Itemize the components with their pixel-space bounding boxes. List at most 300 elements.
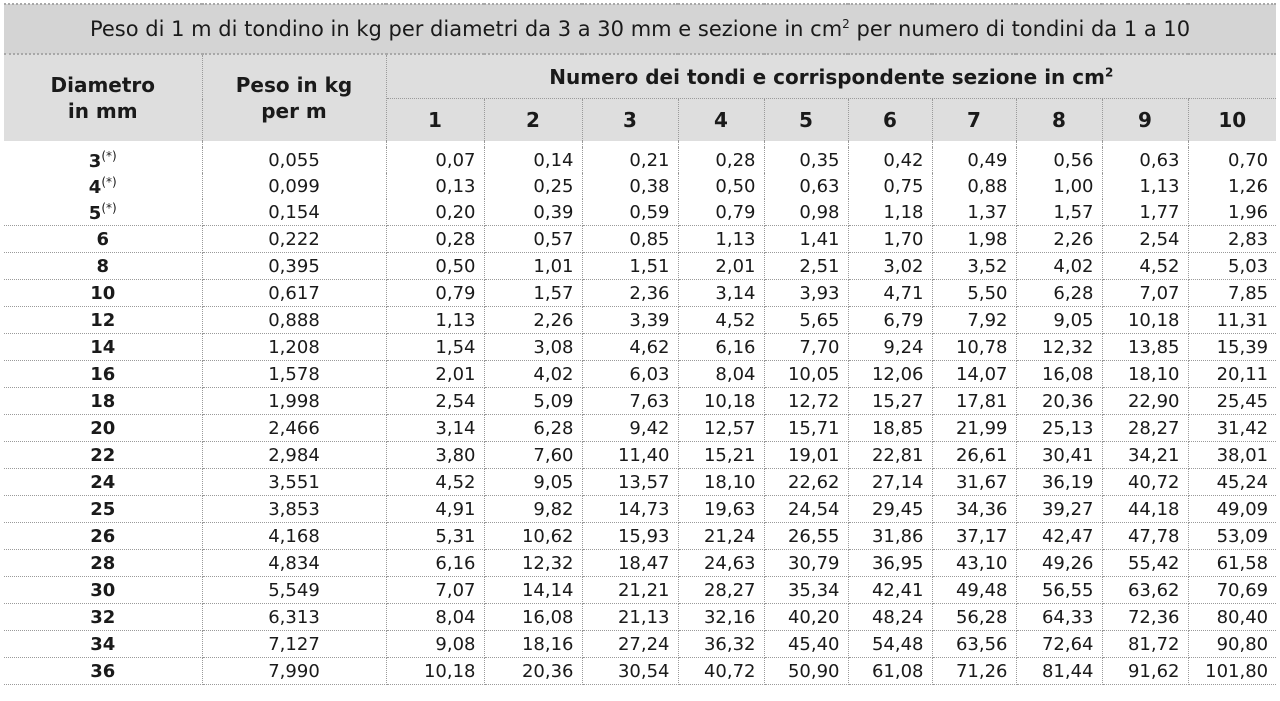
sezione-cell: 14,14 bbox=[484, 577, 582, 604]
sezione-cell: 2,36 bbox=[582, 280, 678, 307]
sezione-cell: 43,10 bbox=[932, 550, 1016, 577]
table-row bbox=[4, 361, 1276, 388]
sezione-cell: 16,08 bbox=[1016, 361, 1102, 388]
sezione-cell: 1,18 bbox=[848, 199, 932, 226]
table-row bbox=[4, 415, 1276, 442]
sezione-cell: 90,80 bbox=[1188, 631, 1276, 658]
sezione-cell: 1,70 bbox=[848, 226, 932, 253]
table-row bbox=[4, 226, 1276, 253]
sezione-cell: 32,16 bbox=[678, 604, 764, 631]
peso-cell: 4,834 bbox=[202, 550, 386, 577]
sezione-cell: 18,47 bbox=[582, 550, 678, 577]
sezione-cell: 7,63 bbox=[582, 388, 678, 415]
diametro-value: 20 bbox=[90, 417, 116, 439]
diametro-cell bbox=[4, 496, 202, 523]
sezione-cell: 10,18 bbox=[678, 388, 764, 415]
sezione-cell: 36,19 bbox=[1016, 469, 1102, 496]
sezione-cell: 0,75 bbox=[848, 173, 932, 199]
sezione-cell: 9,24 bbox=[848, 334, 932, 361]
sezione-cell: 22,81 bbox=[848, 442, 932, 469]
peso-cell: 5,549 bbox=[202, 577, 386, 604]
sezione-cell: 13,85 bbox=[1102, 334, 1188, 361]
sezione-cell: 9,05 bbox=[484, 469, 582, 496]
sezione-cell: 17,81 bbox=[932, 388, 1016, 415]
sezione-cell: 1,77 bbox=[1102, 199, 1188, 226]
sezione-cell: 72,36 bbox=[1102, 604, 1188, 631]
sezione-cell: 29,45 bbox=[848, 496, 932, 523]
sezione-cell: 36,32 bbox=[678, 631, 764, 658]
sezione-cell: 22,62 bbox=[764, 469, 848, 496]
sezione-cell: 15,27 bbox=[848, 388, 932, 415]
sezione-cell: 1,96 bbox=[1188, 199, 1276, 226]
sezione-cell: 24,63 bbox=[678, 550, 764, 577]
footnote-mark: (*) bbox=[101, 200, 117, 215]
sezione-cell: 7,07 bbox=[1102, 280, 1188, 307]
sezione-cell: 7,07 bbox=[386, 577, 484, 604]
table-row bbox=[4, 469, 1276, 496]
diametro-cell bbox=[4, 523, 202, 550]
sezione-cell: 30,79 bbox=[764, 550, 848, 577]
sezione-cell: 40,72 bbox=[678, 658, 764, 685]
sezione-cell: 56,55 bbox=[1016, 577, 1102, 604]
sezione-cell: 3,52 bbox=[932, 253, 1016, 280]
sezione-cell: 50,90 bbox=[764, 658, 848, 685]
sezione-cell: 19,01 bbox=[764, 442, 848, 469]
sezione-cell: 0,57 bbox=[484, 226, 582, 253]
sezione-cell: 12,06 bbox=[848, 361, 932, 388]
diametro-cell bbox=[4, 307, 202, 334]
table-row bbox=[4, 523, 1276, 550]
sezione-cell: 0,88 bbox=[932, 173, 1016, 199]
peso-cell: 7,127 bbox=[202, 631, 386, 658]
title-superscript: 2 bbox=[842, 17, 850, 31]
sezione-cell: 4,02 bbox=[484, 361, 582, 388]
sezione-cell: 4,71 bbox=[848, 280, 932, 307]
sezione-cell: 40,72 bbox=[1102, 469, 1188, 496]
peso-cell: 6,313 bbox=[202, 604, 386, 631]
peso-cell: 0,888 bbox=[202, 307, 386, 334]
sezione-cell: 0,85 bbox=[582, 226, 678, 253]
diametro-cell bbox=[4, 388, 202, 415]
sezione-cell: 3,02 bbox=[848, 253, 932, 280]
sezione-cell: 37,17 bbox=[932, 523, 1016, 550]
peso-cell: 7,990 bbox=[202, 658, 386, 685]
sezione-cell: 19,63 bbox=[678, 496, 764, 523]
sezione-cell: 18,10 bbox=[678, 469, 764, 496]
sezione-cell: 56,28 bbox=[932, 604, 1016, 631]
header-number-4: 4 bbox=[678, 99, 764, 142]
sezione-cell: 63,56 bbox=[932, 631, 1016, 658]
sezione-cell: 0,28 bbox=[386, 226, 484, 253]
sezione-cell: 70,69 bbox=[1188, 577, 1276, 604]
header-number-7: 7 bbox=[932, 99, 1016, 142]
sezione-cell: 15,71 bbox=[764, 415, 848, 442]
sezione-cell: 0,14 bbox=[484, 147, 582, 173]
diametro-value: 10 bbox=[90, 282, 116, 304]
sezione-cell: 2,01 bbox=[678, 253, 764, 280]
sezione-cell: 38,01 bbox=[1188, 442, 1276, 469]
table-row bbox=[4, 496, 1276, 523]
sezione-cell: 16,08 bbox=[484, 604, 582, 631]
sezione-cell: 0,70 bbox=[1228, 149, 1269, 171]
title-text: Peso di 1 m di tondino in kg per diametri da 3 a 30 mm e sezione in cm bbox=[89, 17, 843, 41]
diametro-value: 18 bbox=[90, 390, 116, 412]
sezione-cell: 26,61 bbox=[932, 442, 1016, 469]
sezione-cell: 12,72 bbox=[764, 388, 848, 415]
sezione-cell: 14,73 bbox=[582, 496, 678, 523]
rebar-weight-table bbox=[4, 3, 1276, 685]
sezione-cell: 42,47 bbox=[1016, 523, 1102, 550]
sezione-cell: 61,08 bbox=[848, 658, 932, 685]
sezione-cell: 7,85 bbox=[1188, 280, 1276, 307]
sezione-cell: 27,24 bbox=[582, 631, 678, 658]
diametro-value: 6 bbox=[96, 228, 110, 250]
sezione-cell: 9,42 bbox=[582, 415, 678, 442]
sezione-cell: 3,80 bbox=[386, 442, 484, 469]
footnote-mark: (*) bbox=[101, 148, 117, 163]
sezione-cell: 27,14 bbox=[848, 469, 932, 496]
sezione-cell: 9,08 bbox=[386, 631, 484, 658]
sezione-cell: 0,56 bbox=[1016, 147, 1102, 173]
sezione-cell: 0,63 bbox=[764, 173, 848, 199]
sezione-cell: 47,78 bbox=[1102, 523, 1188, 550]
sezione-cell: 55,42 bbox=[1102, 550, 1188, 577]
diametro-cell bbox=[4, 631, 202, 658]
diametro-value: 22 bbox=[90, 444, 116, 466]
table-row bbox=[4, 173, 1276, 199]
header-group-superscript: 2 bbox=[1104, 64, 1114, 79]
header-diametro-line2: in mm bbox=[67, 99, 138, 123]
sezione-cell: 4,52 bbox=[1102, 253, 1188, 280]
title-text-suffix: per numero di tondini da 1 a 10 bbox=[849, 17, 1191, 41]
sezione-cell: 21,99 bbox=[932, 415, 1016, 442]
header-number-8: 8 bbox=[1016, 99, 1102, 142]
sezione-cell: 10,78 bbox=[932, 334, 1016, 361]
sezione-cell: 80,40 bbox=[1188, 604, 1276, 631]
sezione-cell: 45,40 bbox=[764, 631, 848, 658]
header-diametro-line1: Diametro bbox=[50, 73, 156, 97]
sezione-cell: 9,82 bbox=[484, 496, 582, 523]
table-row bbox=[4, 253, 1276, 280]
sezione-cell: 54,48 bbox=[848, 631, 932, 658]
sezione-cell: 1,57 bbox=[484, 280, 582, 307]
header-group-text: Numero dei tondi e corrispondente sezione in cm bbox=[549, 64, 1105, 89]
sezione-cell: 36,95 bbox=[848, 550, 932, 577]
diametro-value: 30 bbox=[90, 579, 116, 601]
peso-cell: 4,168 bbox=[202, 523, 386, 550]
sezione-cell: 3,93 bbox=[764, 280, 848, 307]
peso-cell: 2,466 bbox=[202, 415, 386, 442]
sezione-cell: 13,57 bbox=[582, 469, 678, 496]
sezione-cell: 1,13 bbox=[1102, 173, 1188, 199]
header-number-5: 5 bbox=[764, 99, 848, 142]
diametro-value: 14 bbox=[90, 336, 116, 358]
sezione-cell: 39,27 bbox=[1016, 496, 1102, 523]
sezione-cell: 49,26 bbox=[1016, 550, 1102, 577]
sezione-cell: 6,79 bbox=[848, 307, 932, 334]
header-peso-line1: Peso in kg bbox=[235, 73, 353, 97]
diametro-value: 24 bbox=[90, 471, 116, 493]
sezione-cell: 0,79 bbox=[386, 280, 484, 307]
sezione-cell: 0,25 bbox=[484, 173, 582, 199]
table-row bbox=[4, 658, 1276, 685]
sezione-cell: 81,44 bbox=[1016, 658, 1102, 685]
peso-cell: 2,984 bbox=[202, 442, 386, 469]
sezione-cell: 2,83 bbox=[1188, 226, 1276, 253]
sezione-cell: 63,62 bbox=[1102, 577, 1188, 604]
diametro-cell bbox=[4, 361, 202, 388]
header-peso bbox=[202, 54, 386, 141]
diametro-cell bbox=[4, 550, 202, 577]
diametro-cell bbox=[4, 604, 202, 631]
sezione-cell: 2,54 bbox=[1102, 226, 1188, 253]
sezione-cell: 0,39 bbox=[484, 199, 582, 226]
sezione-cell: 1,01 bbox=[484, 253, 582, 280]
sezione-cell: 4,52 bbox=[386, 469, 484, 496]
diametro-cell bbox=[4, 253, 202, 280]
sezione-cell: 48,24 bbox=[848, 604, 932, 631]
sezione-cell: 0,42 bbox=[848, 147, 932, 173]
sezione-cell: 0,50 bbox=[386, 253, 484, 280]
sezione-cell: 0,63 bbox=[1102, 147, 1188, 173]
sezione-cell: 0,28 bbox=[678, 147, 764, 173]
sezione-cell: 6,28 bbox=[484, 415, 582, 442]
sezione-cell: 61,58 bbox=[1188, 550, 1276, 577]
header-peso-line2: per m bbox=[261, 99, 327, 123]
table-title bbox=[4, 4, 1276, 54]
header-group-numero-tondi bbox=[386, 54, 1276, 99]
peso-cell: 0,222 bbox=[202, 226, 386, 253]
diametro-value: 5 bbox=[88, 202, 102, 224]
diametro-cell bbox=[4, 577, 202, 604]
sezione-cell: 10,05 bbox=[764, 361, 848, 388]
sezione-cell: 34,36 bbox=[932, 496, 1016, 523]
sezione-cell: 4,91 bbox=[386, 496, 484, 523]
sezione-cell: 28,27 bbox=[1102, 415, 1188, 442]
sezione-cell: 15,39 bbox=[1188, 334, 1276, 361]
sezione-cell: 3,39 bbox=[582, 307, 678, 334]
sezione-cell: 2,26 bbox=[484, 307, 582, 334]
sezione-cell: 5,65 bbox=[764, 307, 848, 334]
table-row bbox=[4, 550, 1276, 577]
sezione-cell: 31,67 bbox=[932, 469, 1016, 496]
sezione-cell: 1,57 bbox=[1016, 199, 1102, 226]
sezione-cell: 2,26 bbox=[1016, 226, 1102, 253]
sezione-cell: 18,16 bbox=[484, 631, 582, 658]
diametro-value: 32 bbox=[90, 606, 116, 628]
sezione-cell: 3,14 bbox=[386, 415, 484, 442]
diametro-value: 3 bbox=[88, 150, 102, 172]
diametro-value: 8 bbox=[96, 255, 110, 277]
sezione-cell: 1,13 bbox=[678, 226, 764, 253]
sezione-cell: 1,26 bbox=[1228, 175, 1269, 197]
sezione-cell: 7,70 bbox=[764, 334, 848, 361]
sezione-cell: 18,10 bbox=[1102, 361, 1188, 388]
peso-cell: 0,617 bbox=[202, 280, 386, 307]
diametro-cell bbox=[4, 280, 202, 307]
sezione-cell: 2,01 bbox=[386, 361, 484, 388]
sezione-cell: 45,24 bbox=[1188, 469, 1276, 496]
sezione-cell: 30,54 bbox=[582, 658, 678, 685]
sezione-cell: 64,33 bbox=[1016, 604, 1102, 631]
sezione-cell: 42,41 bbox=[848, 577, 932, 604]
diametro-value: 36 bbox=[90, 660, 116, 682]
sezione-cell: 21,13 bbox=[582, 604, 678, 631]
sezione-cell: 7,60 bbox=[484, 442, 582, 469]
sezione-cell: 1,37 bbox=[932, 199, 1016, 226]
table-row bbox=[4, 147, 1276, 173]
peso-cell: 1,578 bbox=[202, 361, 386, 388]
header-number-1: 1 bbox=[386, 99, 484, 142]
diametro-cell bbox=[4, 334, 202, 361]
sezione-cell: 1,00 bbox=[1016, 173, 1102, 199]
diametro-cell bbox=[4, 442, 202, 469]
sezione-cell: 0,79 bbox=[678, 199, 764, 226]
diametro-cell bbox=[4, 173, 202, 199]
peso-cell: 0,099 bbox=[202, 173, 386, 199]
sezione-cell: 25,13 bbox=[1016, 415, 1102, 442]
sezione-cell: 81,72 bbox=[1102, 631, 1188, 658]
sezione-cell: 0,07 bbox=[386, 147, 484, 173]
table-container bbox=[4, 3, 1276, 685]
sezione-cell: 15,21 bbox=[678, 442, 764, 469]
sezione-cell: 12,57 bbox=[678, 415, 764, 442]
sezione-cell: 11,40 bbox=[582, 442, 678, 469]
header-number-10: 10 bbox=[1188, 99, 1276, 142]
sezione-cell: 101,80 bbox=[1188, 658, 1276, 685]
sezione-cell: 31,86 bbox=[848, 523, 932, 550]
diametro-cell bbox=[4, 199, 202, 226]
sezione-cell: 34,21 bbox=[1102, 442, 1188, 469]
sezione-cell: 4,62 bbox=[582, 334, 678, 361]
diametro-cell bbox=[4, 226, 202, 253]
sezione-cell: 49,09 bbox=[1188, 496, 1276, 523]
sezione-cell: 26,55 bbox=[764, 523, 848, 550]
diametro-cell bbox=[4, 147, 202, 173]
sezione-cell: 0,50 bbox=[678, 173, 764, 199]
sezione-cell: 20,11 bbox=[1188, 361, 1276, 388]
sezione-cell: 53,09 bbox=[1188, 523, 1276, 550]
sezione-cell: 21,21 bbox=[582, 577, 678, 604]
sezione-cell: 1,41 bbox=[764, 226, 848, 253]
sezione-cell: 10,62 bbox=[484, 523, 582, 550]
sezione-cell: 8,04 bbox=[678, 361, 764, 388]
sezione-cell: 11,31 bbox=[1188, 307, 1276, 334]
sezione-cell: 15,93 bbox=[582, 523, 678, 550]
diametro-value: 25 bbox=[90, 498, 116, 520]
diametro-value: 26 bbox=[90, 525, 116, 547]
sezione-cell: 28,27 bbox=[678, 577, 764, 604]
sezione-cell: 12,32 bbox=[484, 550, 582, 577]
diametro-value: 28 bbox=[90, 552, 116, 574]
table-body bbox=[4, 141, 1276, 685]
sezione-cell: 14,07 bbox=[932, 361, 1016, 388]
sezione-cell: 0,38 bbox=[582, 173, 678, 199]
sezione-cell: 0,59 bbox=[582, 199, 678, 226]
table-row bbox=[4, 631, 1276, 658]
sezione-cell: 0,21 bbox=[582, 147, 678, 173]
sezione-cell: 49,48 bbox=[932, 577, 1016, 604]
sezione-cell: 5,50 bbox=[932, 280, 1016, 307]
sezione-cell: 12,32 bbox=[1016, 334, 1102, 361]
sezione-cell: 24,54 bbox=[764, 496, 848, 523]
sezione-cell: 5,03 bbox=[1188, 253, 1276, 280]
diametro-value: 4 bbox=[88, 176, 102, 198]
peso-cell: 1,208 bbox=[202, 334, 386, 361]
sezione-cell: 0,98 bbox=[764, 199, 848, 226]
sezione-cell: 40,20 bbox=[764, 604, 848, 631]
peso-cell: 0,055 bbox=[202, 147, 386, 173]
header-number-6: 6 bbox=[848, 99, 932, 142]
diametro-cell bbox=[4, 469, 202, 496]
sezione-cell: 5,31 bbox=[386, 523, 484, 550]
table-row bbox=[4, 388, 1276, 415]
sezione-cell: 3,14 bbox=[678, 280, 764, 307]
sezione-cell: 8,04 bbox=[386, 604, 484, 631]
sezione-cell: 91,62 bbox=[1102, 658, 1188, 685]
sezione-cell: 21,24 bbox=[678, 523, 764, 550]
sezione-cell: 31,42 bbox=[1188, 415, 1276, 442]
table-row bbox=[4, 199, 1276, 226]
sezione-cell: 10,18 bbox=[1102, 307, 1188, 334]
diametro-value: 12 bbox=[90, 309, 116, 331]
sezione-cell: 25,45 bbox=[1188, 388, 1276, 415]
diametro-value: 34 bbox=[90, 633, 116, 655]
diametro-cell bbox=[4, 415, 202, 442]
sezione-cell: 3,08 bbox=[484, 334, 582, 361]
peso-cell: 3,853 bbox=[202, 496, 386, 523]
peso-cell: 0,154 bbox=[202, 199, 386, 226]
diametro-cell bbox=[4, 658, 202, 685]
table-row bbox=[4, 604, 1276, 631]
sezione-cell: 0,13 bbox=[386, 173, 484, 199]
table-row bbox=[4, 442, 1276, 469]
sezione-cell: 22,90 bbox=[1102, 388, 1188, 415]
sezione-cell: 20,36 bbox=[1016, 388, 1102, 415]
sezione-cell: 0,35 bbox=[764, 147, 848, 173]
sezione-cell: 2,51 bbox=[764, 253, 848, 280]
sezione-cell: 20,36 bbox=[484, 658, 582, 685]
sezione-cell: 6,16 bbox=[386, 550, 484, 577]
diametro-value: 16 bbox=[90, 363, 116, 385]
sezione-cell: 1,13 bbox=[386, 307, 484, 334]
sezione-cell: 1,54 bbox=[386, 334, 484, 361]
sezione-cell: 18,85 bbox=[848, 415, 932, 442]
peso-cell: 1,998 bbox=[202, 388, 386, 415]
sezione-cell: 6,16 bbox=[678, 334, 764, 361]
header-number-2: 2 bbox=[484, 99, 582, 142]
sezione-cell: 44,18 bbox=[1102, 496, 1188, 523]
sezione-cell: 2,54 bbox=[386, 388, 484, 415]
sezione-cell: 0,20 bbox=[386, 199, 484, 226]
table-row bbox=[4, 280, 1276, 307]
sezione-cell: 4,52 bbox=[678, 307, 764, 334]
peso-cell: 3,551 bbox=[202, 469, 386, 496]
peso-cell: 0,395 bbox=[202, 253, 386, 280]
table-row bbox=[4, 334, 1276, 361]
sezione-cell: 1,51 bbox=[582, 253, 678, 280]
sezione-cell: 4,02 bbox=[1016, 253, 1102, 280]
sezione-cell: 71,26 bbox=[932, 658, 1016, 685]
table-row bbox=[4, 307, 1276, 334]
sezione-cell: 72,64 bbox=[1016, 631, 1102, 658]
header-number-9: 9 bbox=[1102, 99, 1188, 142]
sezione-cell: 30,41 bbox=[1016, 442, 1102, 469]
header-diametro bbox=[4, 54, 202, 141]
sezione-cell: 10,18 bbox=[386, 658, 484, 685]
sezione-cell: 1,98 bbox=[932, 226, 1016, 253]
table-row bbox=[4, 577, 1276, 604]
